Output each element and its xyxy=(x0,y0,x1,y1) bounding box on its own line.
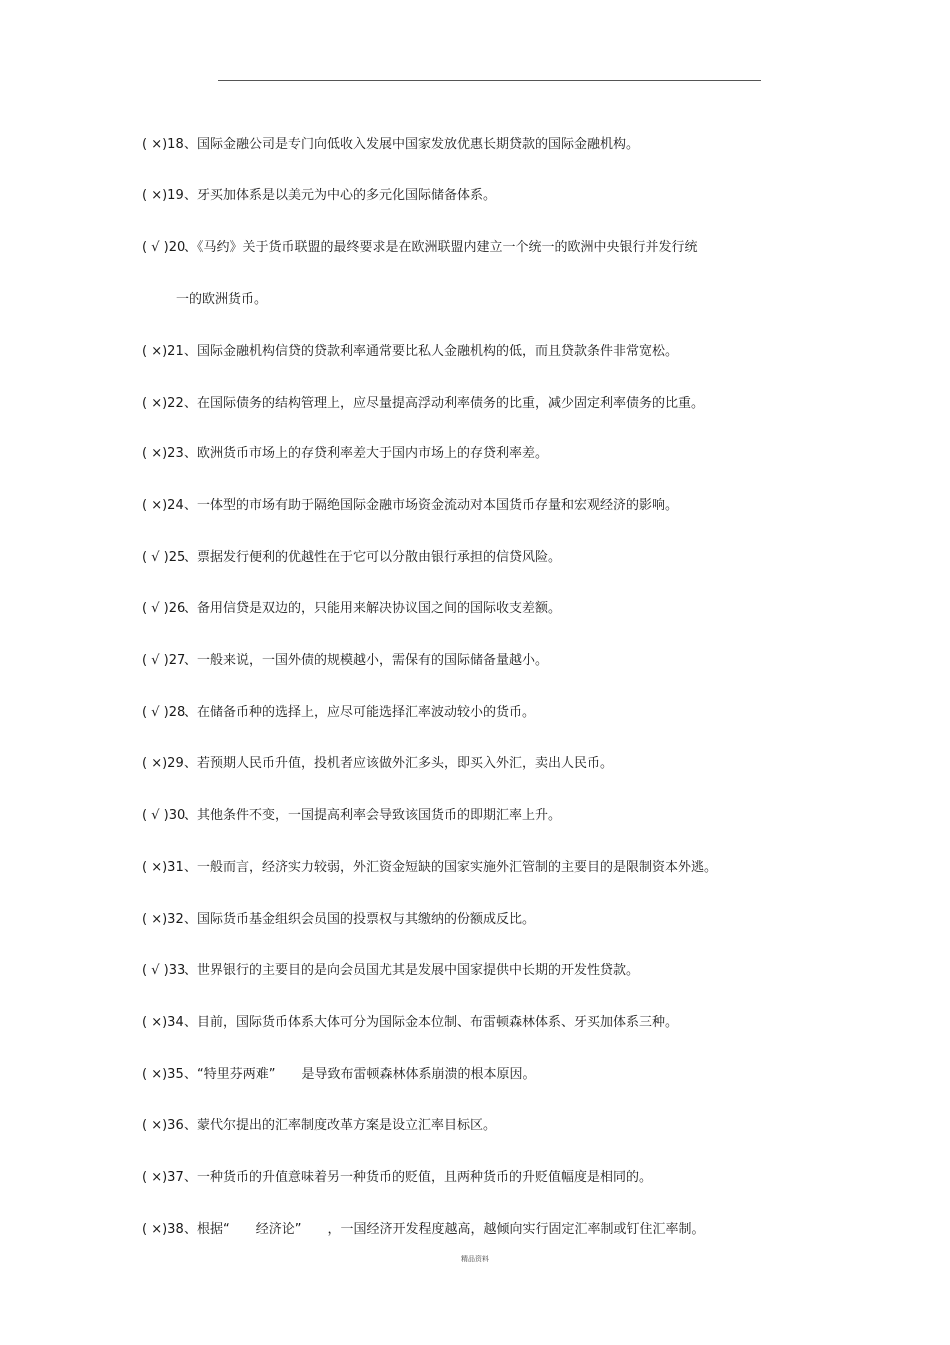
answer-mark: ( √ )30 xyxy=(142,808,186,823)
question-item xyxy=(142,239,698,257)
answer-mark: ( √ )27 xyxy=(142,653,186,668)
question-item xyxy=(142,395,704,413)
question-text: 、在储备币种的选择上，应尽可能选择汇率波动较小的货币。 xyxy=(184,705,536,720)
question-item xyxy=(142,187,496,205)
question-item xyxy=(142,600,561,618)
question-item xyxy=(142,755,613,773)
question-item xyxy=(142,549,561,567)
question-text: 、其他条件不变，一国提高利率会导致该国货币的即期汇率上升。 xyxy=(184,808,562,823)
question-text: 、蒙代尔提出的汇率制度改革方案是设立汇率目标区。 xyxy=(184,1118,497,1133)
answer-mark: ( ×)35 xyxy=(142,1067,184,1082)
question-item xyxy=(142,136,639,154)
answer-mark: ( √ )33 xyxy=(142,963,186,978)
question-text: 、目前，国际货币体系大体可分为国际金本位制、布雷顿森林体系、牙买加体系三种。 xyxy=(184,1015,679,1030)
answer-mark: ( √ )28 xyxy=(142,705,186,720)
question-text: 、世界银行的主要目的是向会员国尤其是发展中国家提供中长期的开发性贷款。 xyxy=(184,963,640,978)
question-text: 、备用信贷是双边的，只能用来解决协议国之间的国际收支差额。 xyxy=(184,601,562,616)
question-item xyxy=(142,859,717,877)
question-text: 、根据“ 经济论” ，一国经济开发程度越高，越倾向实行固定汇率制或钉住汇率制。 xyxy=(184,1222,705,1237)
answer-mark: ( ×)36 xyxy=(142,1118,184,1133)
question-item xyxy=(142,704,535,722)
question-text: 、若预期人民币升值，投机者应该做外汇多头，即买入外汇，卖出人民币。 xyxy=(184,756,614,771)
answer-mark: ( ×)34 xyxy=(142,1015,184,1030)
answer-mark: ( ×)23 xyxy=(142,446,184,461)
question-item xyxy=(142,1066,535,1084)
question-text: 、《马约》关于货币联盟的最终要求是在欧洲联盟内建立一个统一的欧洲中央银行并发行统 xyxy=(184,240,698,255)
answer-mark: ( ×)18 xyxy=(142,137,184,152)
question-text: 、在国际债务的结构管理上，应尽量提高浮动利率债务的比重，减少固定利率债务的比重。 xyxy=(184,396,705,411)
question-text: 、一般而言，经济实力较弱，外汇资金短缺的国家实施外汇管制的主要目的是限制资本外逃。 xyxy=(184,860,718,875)
answer-mark: ( √ )20 xyxy=(142,240,186,255)
answer-mark: ( ×)37 xyxy=(142,1170,184,1185)
question-text: 、欧洲货币市场上的存贷利率差大于国内市场上的存贷利率差。 xyxy=(184,446,549,461)
question-text: 、一般来说，一国外债的规模越小，需保有的国际储备量越小。 xyxy=(184,653,549,668)
question-item xyxy=(142,497,678,515)
question-text: 、国际货币基金组织会员国的投票权与其缴纳的份额成反比。 xyxy=(184,912,536,927)
question-item xyxy=(142,445,548,463)
answer-mark: ( ×)29 xyxy=(142,756,184,771)
question-item xyxy=(142,1221,704,1239)
page-footer: 精品资料 xyxy=(461,1255,489,1263)
answer-mark: ( ×)31 xyxy=(142,860,184,875)
question-item xyxy=(142,343,678,361)
question-text: 、一种货币的升值意味着另一种货币的贬值，且两种货币的升贬值幅度是相同的。 xyxy=(184,1170,653,1185)
question-item-continuation xyxy=(176,291,267,309)
question-item xyxy=(142,1169,652,1187)
answer-mark: ( ×)24 xyxy=(142,498,184,513)
question-text: 、一体型的市场有助于隔绝国际金融市场资金流动对本国货币存量和宏观经济的影响。 xyxy=(184,498,679,513)
answer-mark: ( ×)38 xyxy=(142,1222,184,1237)
answer-mark: ( √ )26 xyxy=(142,601,186,616)
question-item xyxy=(142,652,548,670)
answer-mark: ( ×)21 xyxy=(142,344,184,359)
question-text: 、国际金融公司是专门向低收入发展中国家发放优惠长期贷款的国际金融机构。 xyxy=(184,137,640,152)
question-text: 一的欧洲货币。 xyxy=(176,292,268,307)
question-item xyxy=(142,962,639,980)
question-text: 、票据发行便利的优越性在于它可以分散由银行承担的信贷风险。 xyxy=(184,550,562,565)
answer-mark: ( √ )25 xyxy=(142,550,186,565)
question-item xyxy=(142,807,561,825)
question-item xyxy=(142,1014,678,1032)
header-rule xyxy=(218,80,761,81)
question-item xyxy=(142,911,535,929)
answer-mark: ( ×)19 xyxy=(142,188,184,203)
question-text: 、“特里芬两难” 是导致布雷顿森林体系崩溃的根本原因。 xyxy=(184,1067,536,1082)
question-text: 、国际金融机构信贷的贷款利率通常要比私人金融机构的低，而且贷款条件非常宽松。 xyxy=(184,344,679,359)
answer-mark: ( ×)22 xyxy=(142,396,184,411)
answer-mark: ( ×)32 xyxy=(142,912,184,927)
question-text: 、牙买加体系是以美元为中心的多元化国际储备体系。 xyxy=(184,188,497,203)
question-item xyxy=(142,1117,496,1135)
